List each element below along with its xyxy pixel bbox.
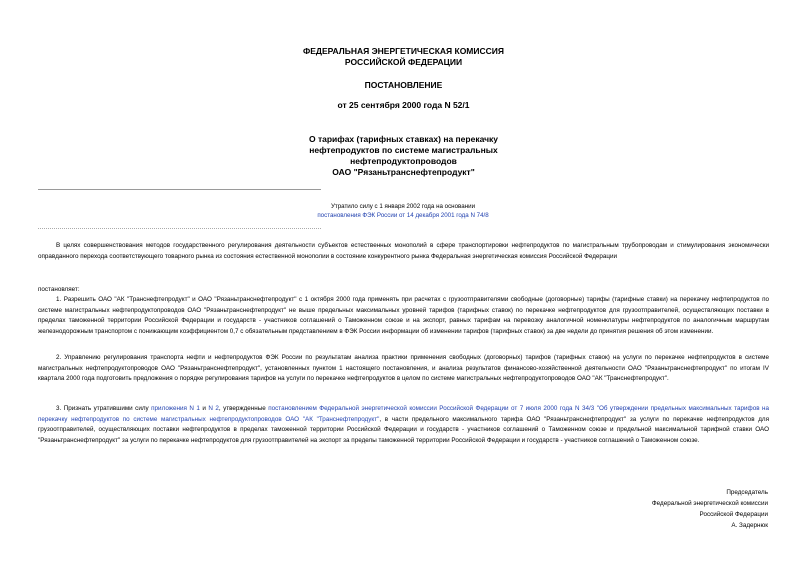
title-line-4: ОАО "Рязаньтранснефтепродукт": [332, 167, 475, 177]
appendix-1-link[interactable]: приложения N 1: [151, 405, 200, 412]
issuer-line-2: РОССИЙСКОЙ ФЕДЕРАЦИИ: [344, 57, 463, 67]
lost-force-link[interactable]: постановления ФЭК России от 14 декабря 2001 года N 74/8: [317, 212, 489, 219]
signature-position: Председатель: [726, 489, 768, 496]
signature-name: А. Задернюк: [731, 522, 768, 529]
document-type: ПОСТАНОВЛЕНИЕ: [364, 80, 443, 90]
item-3-paragraph: [38, 404, 769, 446]
item-3-text-a: 3. Признать утратившими силу: [56, 405, 152, 412]
status-note: [268, 202, 538, 220]
issuer-block: [0, 46, 807, 68]
resolution-34-3-link[interactable]: постановлением Федеральной энергетической комиссии Российской Федерации от 7 июля 2000 года N 34/3 "Об утверждении предельных максимальных тарифов на перекачку нефтепродуктов по системе магистральных нефтепродуктопроводов ОАО "АК "Транснефтепродукт": [38, 405, 769, 423]
document-title: [0, 134, 807, 178]
appendix-2-link[interactable]: N 2: [208, 405, 219, 412]
title-line-2: нефтепродуктов по системе магистральных: [309, 145, 498, 155]
preamble-paragraph: В целях совершенствования методов государственного регулирования деятельности субъектов естественных монополий в сфере транспортировки нефтепродуктов по магистральным трубопроводам и стимулирования экономически оправданного перехода соответствующего товарного рынка из состояния естественной монополии в состояние конкурентного рынка Федеральная энергетическая комиссия Российской Федерации: [38, 242, 769, 260]
signature-organization: Федеральной энергетической комиссии: [651, 500, 768, 507]
signature-block: [652, 487, 768, 531]
resolves-label: постановляет:: [38, 286, 80, 293]
item-1-paragraph: 1. Разрешить ОАО "АК "Транснефтепродукт" и ОАО "Рязаньтранснефтепродукт" с 1 октября 2000 года применять при расчетах с грузоотправителями свободные (договорные) тарифы (тарифные ставки) на перекачку нефтепродуктов по системе магистральных нефтепродуктопроводов ОАО "Рязаньтранснефтепродукт" не выше предельных максимальных уровней тарифов (тарифных ставок) по перекачке нефтепродуктов для грузоотправителей, осуществляющих поставки в пределах таможенной территории Российской Федерации и государств - участников соглашений о Таможенном союзе и на экспорт, равных тарифам на перевозку аналогичной номенклатуры нефтепродуктов по аналогичным маршрутам железнодорожным транспортом с понижающим коэффициентом 0,7 с обязательным представлением в ФЭК России информации об изменении тарифов (тарифных ставок) за две недели до принятия решения об этом изменении.: [38, 296, 769, 335]
issuer-line-1: ФЕДЕРАЛЬНАЯ ЭНЕРГЕТИЧЕСКАЯ КОМИССИЯ: [302, 46, 504, 56]
title-line-1: О тарифах (тарифных ставках) на перекачку: [308, 134, 499, 144]
lost-force-text: Утратило силу с 1 января 2002 года на основании: [330, 203, 476, 210]
item-3-text-d: , в части предельного максимального тарифа ОАО "Рязаньтранснефтепродукт" за услуги по перекачке нефтепродуктов для грузоотправителей, осуществляющих поставки нефтепродуктов в пределах таможенной территории Российской Федерации и государств - участников соглашений о Таможенном союзе и предельной максимальной тарифной ставки ОАО "Рязаньтранснефтепродукт" за услуги по перекачке нефтепродуктов для грузоотправителей на экспорт за пределы таможенной территории Российской Федерации и государств - участников соглашений о Таможенном союзе.: [38, 415, 769, 444]
divider-bottom: [38, 228, 321, 229]
signature-country: Российской Федерации: [699, 511, 768, 518]
item-3-text-b: и: [199, 405, 209, 412]
title-line-3: нефтепродуктопроводов: [350, 156, 457, 166]
divider-top: [38, 189, 321, 190]
document-date: от 25 сентября 2000 года N 52/1: [337, 100, 470, 110]
item-3-text-c: , утвержденные: [218, 405, 269, 412]
item-2-paragraph: 2. Управлению регулирования транспорта нефти и нефтепродуктов ФЭК России по результатам анализа практики применения свободных (договорных) тарифов (тарифных ставок) на услуги по перекачке нефтепродуктов в системе магистральных нефтепродуктопроводов ОАО "Рязаньтранснефтепродукт", установленных пунктом 1 настоящего постановления, и анализа результатов финансово-хозяйственной деятельности ОАО "Рязаньтранснефтепродукт" по итогам IV квартала 2000 года подготовить предложения о порядке регулирования тарифов на услуги по перекачке нефтепродуктов в целом по системе магистральных нефтепродуктопроводов ОАО "АК "Транснефтепродукт".: [38, 354, 769, 383]
